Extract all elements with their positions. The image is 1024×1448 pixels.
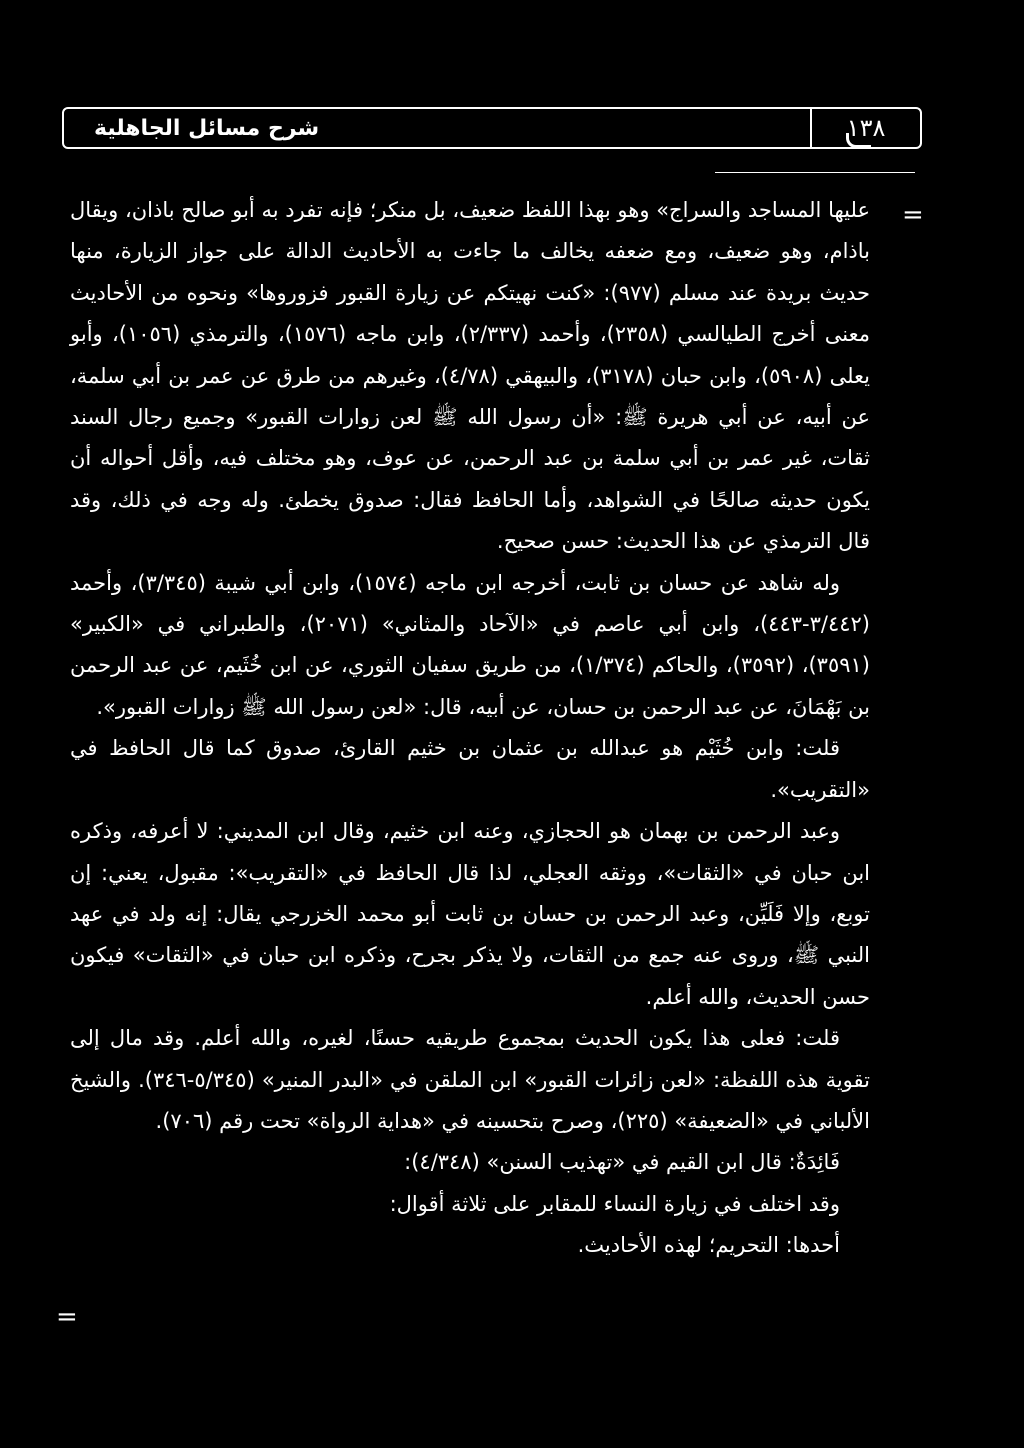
paragraph-8-text: أحدها: التحريم؛ لهذه الأحاديث. xyxy=(577,1233,840,1258)
header-rule xyxy=(715,172,915,173)
book-title: شرح مسائل الجاهلية xyxy=(94,115,320,141)
paragraph-6-text: فَائِدَةٌ: قال ابن القيم في «تهذيب السنن» (٤/٣٤٨): xyxy=(404,1150,840,1175)
paragraph-8 xyxy=(70,1225,870,1266)
continuation-mark-top: = xyxy=(902,200,924,230)
paragraph-7 xyxy=(70,1184,870,1225)
footnote-body xyxy=(70,190,870,1267)
paragraph-2 xyxy=(70,563,870,729)
paragraph-1: عليها المساجد والسراج» وهو بهذا اللفظ ضعيف، بل منكر؛ فإنه تفرد به أبو صالح باذان، ويقال باذام، وهو ضعيف، ومع ضعفه يخالف ما جاءت به الأحاديث الدالة على جواز الزيارة، منها حديث بريدة عند مسلم (٩٧٧): «كنت نهيتكم عن زيارة القبور فزوروها» ونحوه من الأحاديث معنى أخرج الطيالسي (٢٣٥٨)، وأحمد (٢/٣٣٧)، وابن ماجه (١٥٧٦)، والترمذي (١٠٥٦)، وأبو يعلى (٥٩٠٨)، وابن حبان (٣١٧٨)، والبيهقي (٤/٧٨)، وغيرهم من طرق عن عمر بن أبي سلمة، عن أبيه، عن أبي هريرة ﷺ: «أن رسول الله ﷺ لعن زوارات القبور» وجميع رجال السند ثقات، غير عمر بن أبي سلمة بن عبد الرحمن، عن عوف، وهو مختلف فيه، وأقل أحواله أن يكون حديثه صالحًا في الشواهد، وأما الحافظ فقال: صدوق يخطئ. وله وجه في ذلك، وقد قال الترمذي عن هذا الحديث: حسن صحيح. xyxy=(70,198,871,554)
paragraph-5-text: قلت: فعلى هذا يكون الحديث بمجموع طريقيه حسنًا، لغيره، والله أعلم. وقد مال إلى تقوية هذه اللفظة: «لعن زائرات القبور» ابن الملقن في «البدر المنير» (٥/٣٤٥-٣٤٦). والشيخ الألباني في «الضعيفة» (٢٢٥)، وصرح بتحسينه في «هداية الرواة» تحت رقم (٧٠٦). xyxy=(70,1026,870,1133)
paragraph-7-text: وقد اختلف في زيارة النساء للمقابر على ثلاثة أقوال: xyxy=(389,1191,840,1216)
ornament-curl-icon xyxy=(846,133,871,148)
paragraph-5 xyxy=(70,1018,870,1142)
paragraph-3 xyxy=(70,728,870,811)
page-header xyxy=(62,107,922,149)
paragraph-3-text: قلت: وابن خُثَيْم هو عبدالله بن عثمان بن خثيم القارئ، صدوق كما قال الحافظ في «التقريب». xyxy=(70,736,870,802)
page-number-box xyxy=(810,109,920,147)
continuation-mark-bottom: = xyxy=(56,1302,78,1332)
paragraph-4 xyxy=(70,811,870,1018)
paragraph-4-text: وعبد الرحمن بن بهمان هو الحجازي، وعنه ابن خثيم، وقال ابن المديني: لا أعرفه، وذكره ابن حبان في «الثقات»، ووثقه العجلي، لذا قال الحافظ في «التقريب»: مقبول، يعني: إن توبع، وإلا فَلَيِّن، وعبد الرحمن بن حسان بن ثابت أبو محمد الخزرجي يقال: إنه ولد في عهد النبي ﷺ، وروى عنه جمع من الثقات، ولا يذكر بجرح، وذكره ابن حبان في «الثقات» فيكون حسن الحديث، والله أعلم. xyxy=(70,819,870,1009)
paragraph-6 xyxy=(70,1142,870,1183)
page-number: ١٣٨ xyxy=(846,114,886,142)
paragraph-2-text: وله شاهد عن حسان بن ثابت، أخرجه ابن ماجه (١٥٧٤)، وابن أبي شيبة (٣/٣٤٥)، وأحمد (٣/٤٤٢-٤٤٣)، وابن أبي عاصم في «الآحاد والمثاني» (٢٠٧١)، والطبراني في «الكبير» (٣٥٩١)، (٣٥٩٢)، والحاكم (١/٣٧٤)، من طريق سفيان الثوري، عن ابن خُثَيم، عن عبد الرحمن بن بَهْمَانَ، عن عبد الرحمن بن حسان، عن أبيه، قال: «لعن رسول الله ﷺ زوارات القبور». xyxy=(70,570,870,719)
